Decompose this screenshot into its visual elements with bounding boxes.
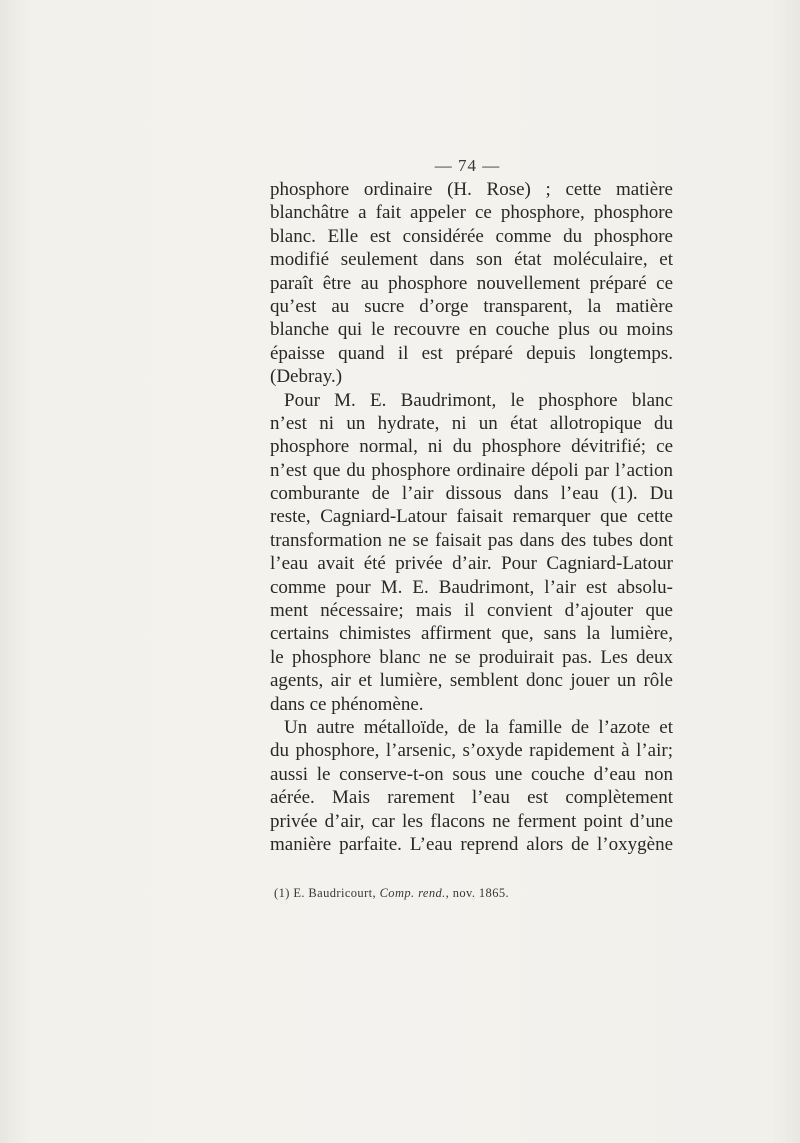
text-line: phosphore normal, ni du phosphore dévitrifié; ce xyxy=(270,436,673,458)
text-line: reste, Cagniard-Latour faisait remarquer que cette xyxy=(270,506,673,528)
text-line: (Debray.) xyxy=(270,366,343,388)
text-line: manière parfaite. L’eau reprend alors de l’oxygène xyxy=(270,833,673,855)
text-line: n’est que du phosphore ordinaire dépoli par l’action xyxy=(270,459,673,481)
footnote-marker: (1) xyxy=(274,886,290,900)
body-text xyxy=(270,178,673,856)
text-line: comme pour M. E. Baudrimont, l’air est absolu- xyxy=(270,576,673,598)
text-line: ment nécessaire; mais il convient d’ajouter que xyxy=(270,600,673,622)
text-line: blanchâtre a fait appeler ce phosphore, phosphore xyxy=(270,202,673,224)
footnote xyxy=(274,886,634,901)
text-line: phosphore ordinaire (H. Rose) ; cette matière xyxy=(270,179,673,200)
text-line: aussi le conserve-t-on sous une couche d’eau non xyxy=(270,763,673,785)
text-line: privée d’air, car les flacons ne ferment point d’une xyxy=(270,810,673,832)
text-line: blanc. Elle est considérée comme du phosphore xyxy=(270,225,673,247)
text-line: paraît être au phosphore nouvellement préparé ce xyxy=(270,272,673,294)
text-line: Pour M. E. Baudrimont, le phosphore blanc xyxy=(284,389,673,411)
text-line: comburante de l’air dissous dans l’eau (1). Du xyxy=(270,483,673,505)
text-line: certains chimistes affirment que, sans la lumière, xyxy=(270,623,673,645)
text-line: aérée. Mais rarement l’eau est complètement xyxy=(270,787,673,809)
text-line: modifié seulement dans son état moléculaire, et xyxy=(270,249,673,271)
footnote-source: Comp. rend. xyxy=(379,886,446,900)
text-line: l’eau avait été privée d’air. Pour Cagniard-Latour xyxy=(270,553,673,575)
footnote-date: , nov. 1865. xyxy=(445,886,510,900)
text-line: épaisse quand il est préparé depuis longtemps. xyxy=(270,342,673,364)
text-line: n’est ni un hydrate, ni un état allotropique du xyxy=(270,412,673,434)
text-line: dans ce phénomène. xyxy=(270,693,424,715)
text-line: du phosphore, l’arsenic, s’oxyde rapidement à l’air; xyxy=(270,740,673,762)
text-line: transformation ne se faisait pas dans des tubes dont xyxy=(270,529,673,551)
text-line: le phosphore blanc ne se produirait pas. Les deux xyxy=(270,646,673,668)
text-line: agents, air et lumière, semblent donc jouer un rôle xyxy=(270,670,673,692)
page-number: — 74 — xyxy=(434,156,501,175)
text-line: blanche qui le recouvre en couche plus ou moins xyxy=(270,319,673,341)
text-line: Un autre métalloïde, de la famille de l’azote et xyxy=(284,716,673,738)
text-line: qu’est au sucre d’orge transparent, la matière xyxy=(270,295,673,317)
footnote-author: E. Baudricourt, xyxy=(293,886,377,900)
